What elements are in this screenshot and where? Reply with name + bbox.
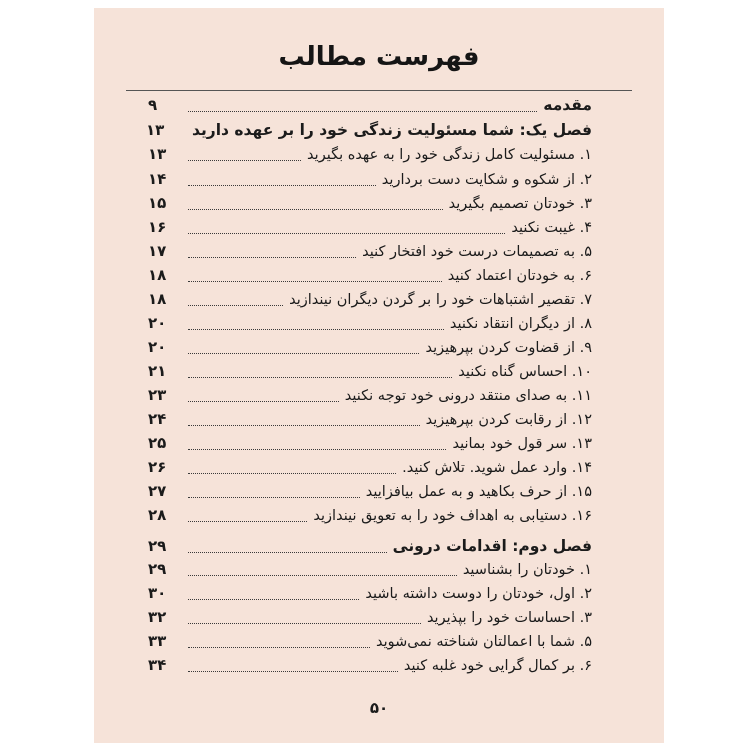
- toc-entry: ۱. خودتان را بشناسید ۲۹: [148, 560, 592, 578]
- toc-entry: مقدمه ۹: [148, 96, 592, 114]
- page-number: ۵۰: [369, 699, 389, 717]
- toc-entry: ۱. مسئولیت کامل زندگی خود را به عهده بگیرید ۱۳: [148, 145, 592, 163]
- toc-entry: ۵. به تصمیمات درست خود افتخار کنید ۱۷: [148, 242, 592, 260]
- toc-entry: ۱۶. دستیابی به اهداف خود را به تعویق نیندازید ۲۸: [148, 506, 592, 524]
- book-page: [94, 8, 664, 743]
- toc-entry: ۳. احساسات خود را بپذیرید ۳۲: [148, 608, 592, 626]
- toc-entry: ۱۵. از حرف بکاهید و به عمل بیافزایید ۲۷: [148, 482, 592, 500]
- toc-entry: ۴. غیبت نکنید ۱۶: [148, 218, 592, 236]
- toc-entry: ۱۲. از رقابت کردن بپرهیزید ۲۴: [148, 410, 592, 428]
- toc-entry: فصل دوم: اقدامات درونی ۲۹: [148, 537, 592, 555]
- toc-entry: ۷. تقصیر اشتباهات خود را بر گردن دیگران نیندازید ۱۸: [148, 290, 592, 308]
- toc-entry: ۹. از قضاوت کردن بپرهیزید ۲۰: [148, 338, 592, 356]
- table-of-contents: [148, 8, 592, 708]
- toc-entry: ۱۰. احساس گناه نکنید ۲۱: [148, 362, 592, 380]
- toc-entry: فصل یک: شما مسئولیت زندگی خود را بر عهده دارید ۱۳: [146, 121, 592, 139]
- toc-entry: ۲. از شکوه و شکایت دست بردارید ۱۴: [148, 170, 592, 188]
- toc-entry: ۲. اول، خودتان را دوست داشته باشید ۳۰: [148, 584, 592, 602]
- toc-entry: ۱۳. سر قول خود بمانید ۲۵: [148, 434, 592, 452]
- toc-entry: ۱۴. وارد عمل شوید. تلاش کنید. ۲۶: [148, 458, 592, 476]
- toc-entry: ۶. به خودتان اعتماد کنید ۱۸: [148, 266, 592, 284]
- page-title: فهرست مطالب: [278, 42, 480, 72]
- toc-entry: ۱۱. به صدای منتقد درونی خود توجه نکنید ۲۳: [148, 386, 592, 404]
- toc-entry: ۳. خودتان تصمیم بگیرید ۱۵: [148, 194, 592, 212]
- toc-entry: ۶. بر کمال گرایی خود غلبه کنید ۳۴: [148, 656, 592, 674]
- toc-entry: ۵. شما با اعمالتان شناخته نمی‌شوید ۳۳: [148, 632, 592, 650]
- toc-entry: ۸. از دیگران انتقاد نکنید ۲۰: [148, 314, 592, 332]
